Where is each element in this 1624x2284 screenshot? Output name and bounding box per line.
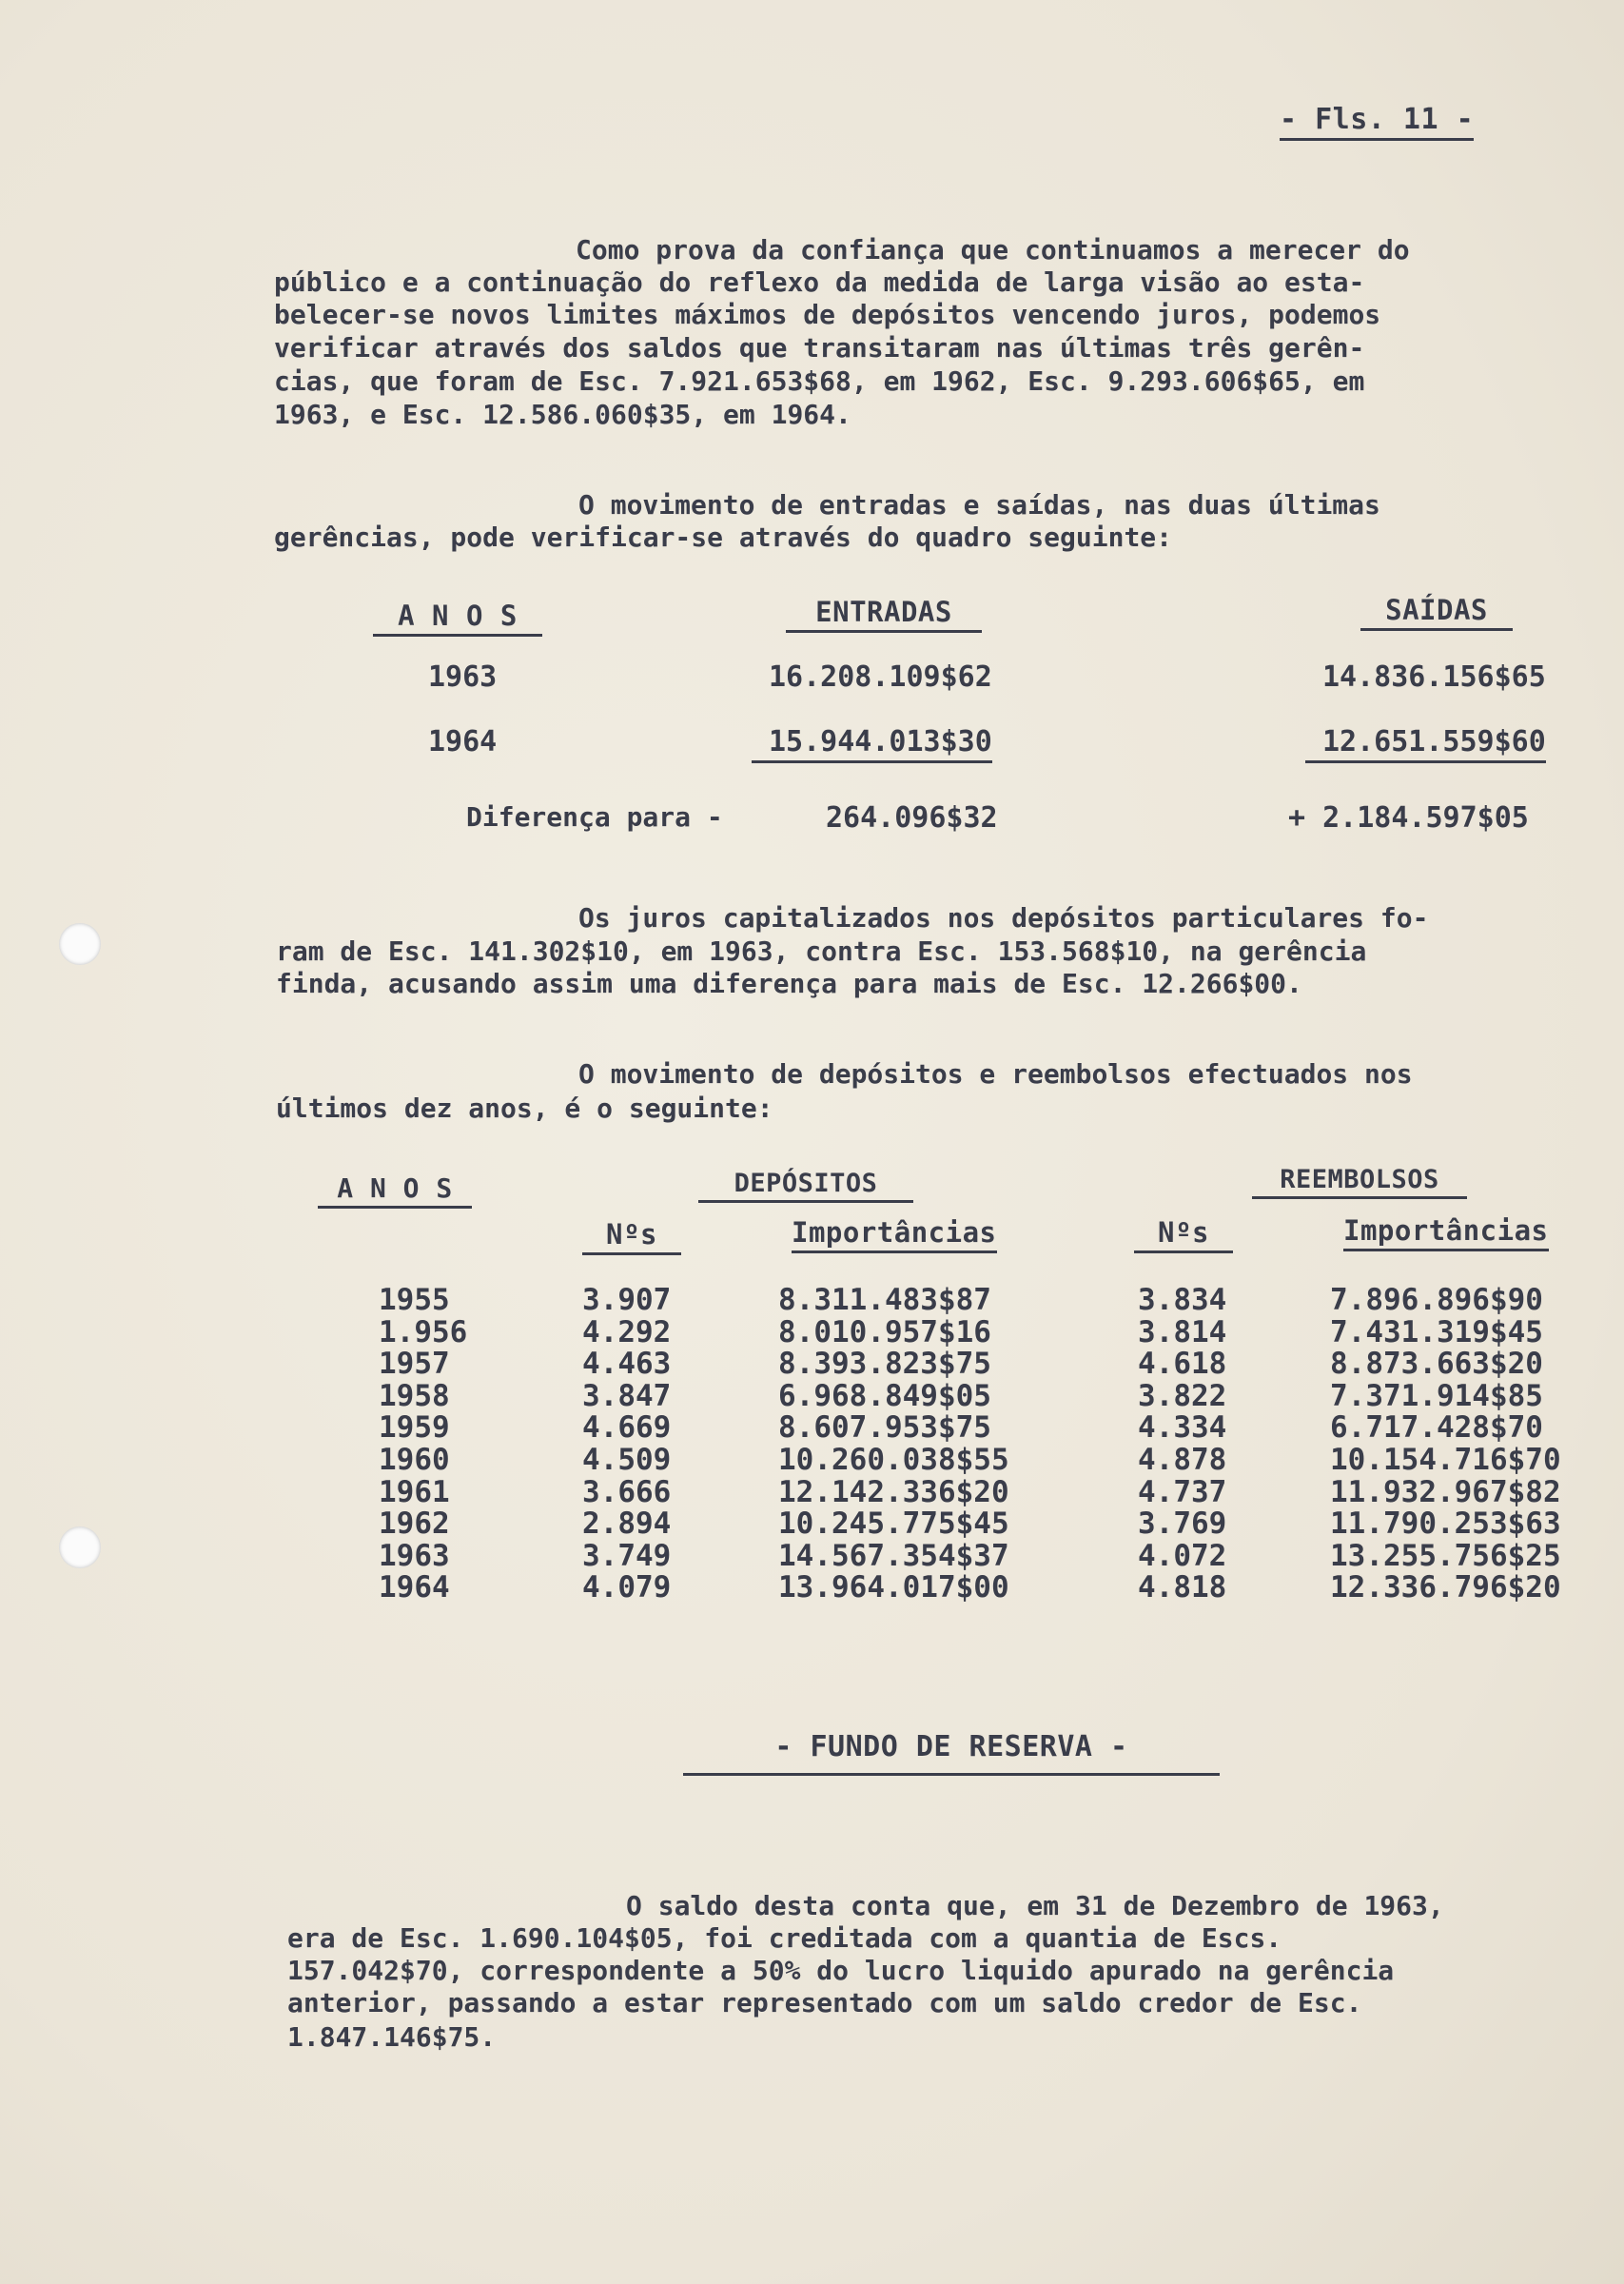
section-title: - FUNDO DE RESERVA - (683, 1730, 1220, 1776)
year-cell: 1962 (379, 1506, 450, 1542)
saidas-cell: 14.836.156$65 (1322, 660, 1546, 694)
refund-count-cell: 3.822 (1138, 1378, 1227, 1413)
entradas-cell: 15.944.013$30 (752, 725, 992, 763)
text-line: verificar através dos saldos que transitaram nas últimas três gerên- (274, 332, 1365, 364)
deposit-amount-cell: 13.964.017$00 (778, 1570, 1009, 1605)
deposit-amount-cell: 6.968.849$05 (778, 1378, 991, 1413)
deposit-count-cell: 4.669 (582, 1410, 672, 1446)
refund-amount-cell: 11.932.967$82 (1330, 1474, 1561, 1509)
deposit-amount-cell: 8.010.957$16 (778, 1314, 991, 1349)
year-cell: 1.956 (379, 1314, 468, 1349)
deposit-amount-cell: 10.260.038$55 (778, 1443, 1009, 1477)
text-line: público e a continuação do reflexo da medida de larga visão ao esta- (274, 266, 1365, 298)
deposit-amount-cell: 8.393.823$75 (778, 1347, 991, 1382)
text-line: cias, que foram de Esc. 7.921.653$68, em 1962, Esc. 9.293.606$65, em (274, 365, 1365, 397)
year-cell: 1955 (379, 1283, 450, 1317)
deposit-count-cell: 3.749 (582, 1538, 672, 1573)
column-header-entradas: ENTRADAS (786, 596, 982, 633)
refund-amount-cell: 12.336.796$20 (1330, 1570, 1561, 1605)
year-cell: 1958 (379, 1378, 450, 1413)
refund-amount-cell: 7.896.896$90 (1330, 1283, 1543, 1317)
refund-amount-cell: 10.154.716$70 (1330, 1443, 1561, 1477)
year-cell: 1961 (379, 1474, 450, 1509)
deposit-count-cell: 4.079 (582, 1570, 672, 1605)
deposit-count-cell: 3.847 (582, 1378, 672, 1413)
refund-count-cell: 4.618 (1138, 1347, 1227, 1382)
refund-amount-cell: 11.790.253$63 (1330, 1506, 1561, 1542)
deposit-count-cell: 2.894 (582, 1506, 672, 1542)
year-cell: 1964 (428, 725, 498, 758)
year-cell: 1964 (379, 1570, 450, 1605)
text-line: 1963, e Esc. 12.586.060$35, em 1964. (274, 399, 851, 430)
text-line: O movimento de entradas e saídas, nas duas últimas (578, 489, 1380, 521)
year-cell: 1957 (379, 1347, 450, 1382)
refund-count-cell: 4.737 (1138, 1474, 1227, 1509)
refund-count-cell: 4.072 (1138, 1538, 1227, 1573)
column-header-saidas: SAÍDAS (1360, 594, 1513, 631)
text-line: Os juros capitalizados nos depósitos particulares fo- (578, 902, 1429, 934)
year-cell: 1960 (379, 1443, 450, 1477)
page-reference: - Fls. 11 - (1280, 103, 1474, 141)
text-line: belecer-se novos limites máximos de depósitos vencendo juros, podemos (274, 299, 1381, 330)
difference-saidas: + 2.184.597$05 (1288, 801, 1529, 835)
deposit-count-cell: 3.666 (582, 1474, 672, 1509)
text-line: O saldo desta conta que, em 31 de Dezembro de 1963, (626, 1890, 1444, 1921)
difference-entradas: 264.096$32 (826, 801, 998, 835)
punch-hole-top (59, 923, 101, 965)
refund-count-cell: 4.334 (1138, 1410, 1227, 1446)
refund-amount-cell: 7.431.319$45 (1330, 1314, 1543, 1349)
text-line: anterior, passando a estar representado com um saldo credor de Esc. (287, 1987, 1362, 2018)
subheader-depositos-nos: Nºs (582, 1218, 681, 1255)
column-header-anos: A N O S (318, 1172, 472, 1209)
refund-count-cell: 4.878 (1138, 1443, 1227, 1477)
refund-count-cell: 4.818 (1138, 1570, 1227, 1605)
deposit-count-cell: 4.509 (582, 1443, 672, 1477)
refund-amount-cell: 8.873.663$20 (1330, 1347, 1543, 1382)
year-cell: 1963 (428, 660, 498, 694)
year-cell: 1963 (379, 1538, 450, 1573)
deposit-count-cell: 3.907 (582, 1283, 672, 1317)
text-line: ram de Esc. 141.302$10, em 1963, contra Esc. 153.568$10, na gerência (276, 935, 1367, 967)
text-line: últimos dez anos, é o seguinte: (276, 1093, 773, 1124)
punch-hole-bottom (59, 1526, 101, 1568)
column-header-anos: A N O S (373, 600, 542, 637)
subheader-reembolsos-nos: Nºs (1134, 1216, 1233, 1253)
refund-amount-cell: 13.255.756$25 (1330, 1538, 1561, 1573)
deposit-amount-cell: 14.567.354$37 (778, 1538, 1009, 1573)
refund-count-cell: 3.769 (1138, 1506, 1227, 1542)
entradas-cell: 16.208.109$62 (769, 660, 992, 694)
deposit-amount-cell: 8.311.483$87 (778, 1283, 991, 1317)
refund-count-cell: 3.834 (1138, 1283, 1227, 1317)
column-header-depositos: DEPÓSITOS (698, 1169, 913, 1203)
deposit-count-cell: 4.292 (582, 1314, 672, 1349)
deposit-count-cell: 4.463 (582, 1347, 672, 1382)
subheader-reembolsos-importancias: Importâncias (1343, 1214, 1549, 1251)
saidas-cell: 12.651.559$60 (1305, 725, 1546, 763)
refund-count-cell: 3.814 (1138, 1314, 1227, 1349)
year-cell: 1959 (379, 1410, 450, 1446)
deposit-amount-cell: 12.142.336$20 (778, 1474, 1009, 1509)
text-line: 157.042$70, correspondente a 50% do lucro liquido apurado na gerência (287, 1955, 1395, 1986)
text-line: Como prova da confiança que continuamos a merecer do (576, 234, 1410, 266)
text-line: 1.847.146$75. (287, 2021, 497, 2053)
text-line: era de Esc. 1.690.104$05, foi creditada com a quantia de Escs. (287, 1922, 1282, 1954)
text-line: O movimento de depósitos e reembolsos efectuados nos (578, 1058, 1413, 1090)
text-line: finda, acusando assim uma diferença para mais de Esc. 12.266$00. (276, 968, 1302, 999)
difference-label: Diferença para - (466, 801, 723, 833)
refund-amount-cell: 6.717.428$70 (1330, 1410, 1543, 1446)
deposit-amount-cell: 10.245.775$45 (778, 1506, 1009, 1542)
deposit-amount-cell: 8.607.953$75 (778, 1410, 991, 1446)
text-line: gerências, pode verificar-se através do quadro seguinte: (274, 522, 1173, 553)
column-header-reembolsos: REEMBOLSOS (1252, 1165, 1467, 1199)
subheader-depositos-importancias: Importâncias (792, 1216, 997, 1253)
refund-amount-cell: 7.371.914$85 (1330, 1378, 1543, 1413)
